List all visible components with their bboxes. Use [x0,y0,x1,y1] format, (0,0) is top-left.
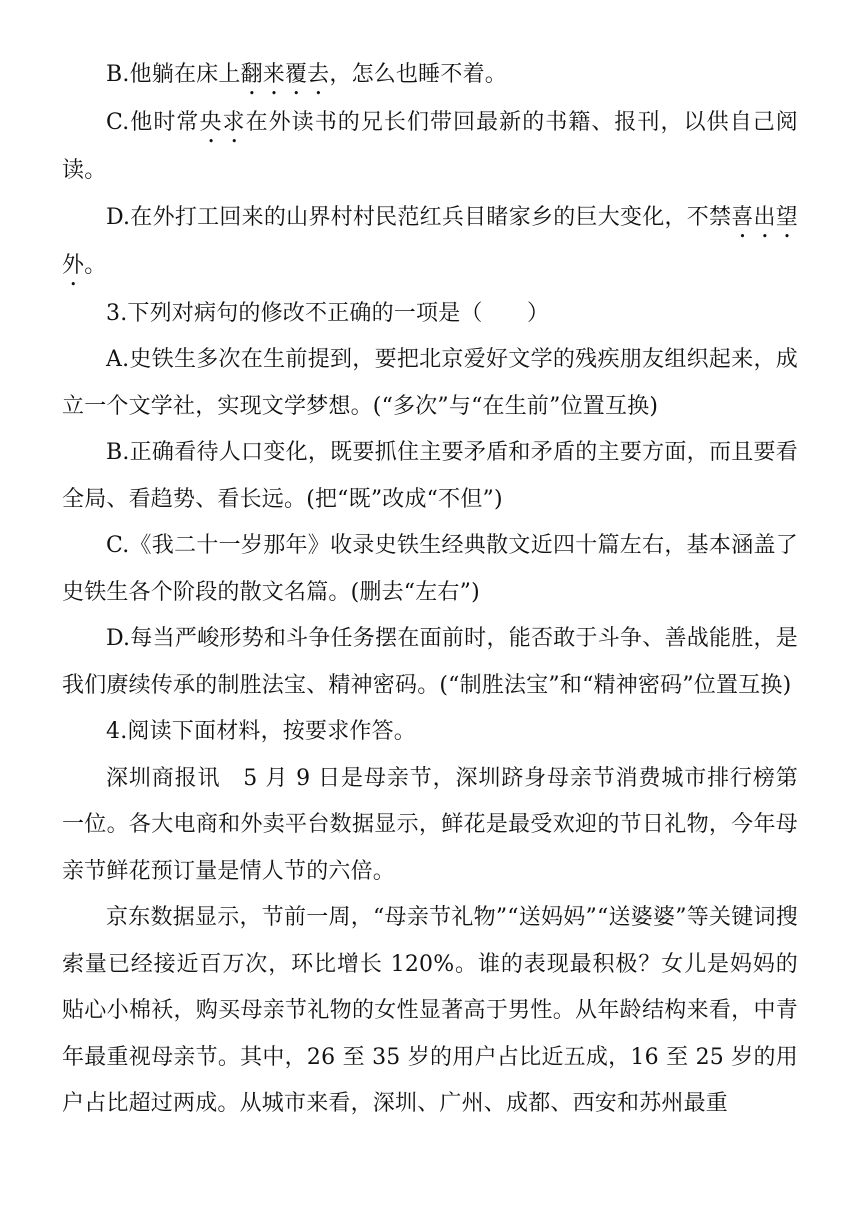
q3-option-b [62,430,798,523]
text-segment: 深圳商报讯 5 月 9 日是母亲节，深圳跻身母亲节消费城市排行榜第一位。各大电商和外卖平台数据显示，鲜花是最受欢迎的节日礼物，今年母亲节鲜花预订量是情人节的六倍。 [62,765,798,884]
text-segment: 京东数据显示，节前一周，“母亲节礼物”“送妈妈”“送婆婆”等关键词搜索量已经接近百万次，环比增长 120%。谁的表现最积极？女儿是妈妈的贴心小棉袄，购买母亲节礼物的女性显著高于男性。从年龄结构来看，中青年最重视母亲节。其中，26 至 35 岁的用户占比近五成，16 至 25 岁的用户占比超过两成。从城市来看，深圳、广州、成都、西安和苏州最重 [62,905,798,1116]
option-c-paragraph [62,100,798,195]
text-segment: C.他时常 [106,110,200,135]
emphasized-phrase: 央求 [199,110,246,135]
text-segment: ，怎么也睡不着。 [329,62,507,87]
text-segment: C.《我二十一岁那年》收录史铁生经典散文近四十篇左右，基本涵盖了史铁生各个阶段的散文名篇。(删去“左右”) [62,533,798,605]
text-segment: A.史铁生多次在生前提到，要把北京爱好文学的残疾朋友组织起来，成立一个文学社，实现文学梦想。(“多次”与“在生前”位置互换) [62,347,798,419]
option-b-paragraph [62,52,798,100]
text-segment: 。 [84,252,107,278]
text-segment: 在外读书的兄长们带回最新的书籍、报刊，以供自己阅读。 [62,110,798,183]
emphasized-phrase: 翻来覆去 [240,62,330,87]
text-segment: 4.阅读下面材料，按要求作答。 [106,719,416,744]
emphasized-phrase: 喜出望外 [62,204,798,278]
q3-option-c [62,523,798,616]
question-3-stem [62,291,798,338]
material-paragraph-2 [62,895,798,1128]
q3-option-d [62,616,798,709]
text-segment: D.每当严峻形势和斗争任务摆在面前时，能否敢于斗争、善战能胜，是我们赓续传承的制胜法宝、精神密码。(“制胜法宝”和“精神密码”位置互换) [62,626,798,698]
text-segment: 3.下列对病句的修改不正确的一项是（ ） [106,300,550,326]
question-4-stem [62,709,798,756]
material-paragraph-1 [62,756,798,896]
text-segment: D.在外打工回来的山界村村民范红兵目睹家乡的巨大变化，不禁 [106,204,732,230]
option-d-paragraph [62,195,798,291]
text-segment: B.他躺在床上 [106,62,241,87]
text-segment: B.正确看待人口变化，既要抓住主要矛盾和矛盾的主要方面，而且要看全局、看趋势、看长远。(把“既”改成“不但”) [62,440,798,512]
q3-option-a [62,337,798,430]
